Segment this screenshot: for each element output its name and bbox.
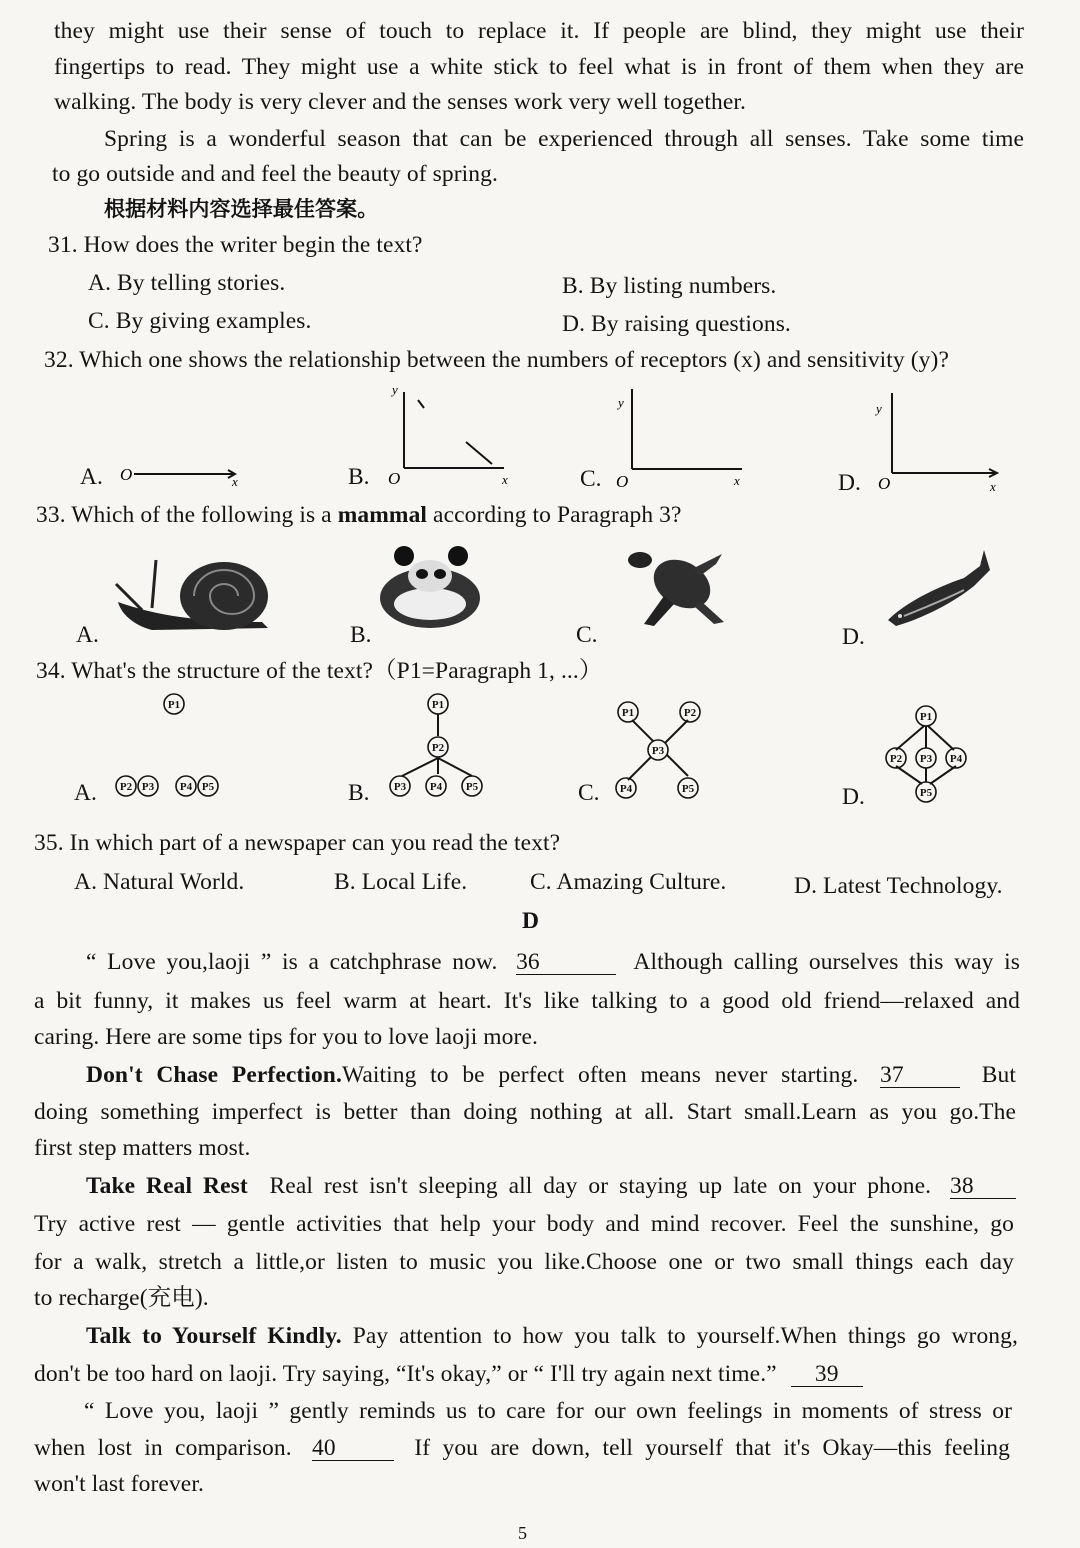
q32-b-origin: O bbox=[388, 469, 401, 488]
q32-d-y: y bbox=[876, 401, 882, 416]
passage-c-line-2: fingertips to read. They might use a white stick to feel what is in front of them when they are bbox=[54, 54, 1024, 80]
svg-text:P4: P4 bbox=[179, 781, 193, 793]
q31-option-b[interactable]: B. By listing numbers. bbox=[562, 273, 777, 299]
q32-label-c[interactable]: C. bbox=[580, 466, 602, 492]
passage-d-p1-line-3: caring. Here are some tips for you to love laoji more. bbox=[34, 1024, 538, 1050]
passage-d-p1-line-1: “ Love you,laoji ” is a catchphrase now. 36 Although calling ourselves this way is bbox=[86, 949, 1021, 975]
q35-option-a[interactable]: A. Natural World. bbox=[74, 869, 245, 895]
q32-c-origin: O bbox=[616, 472, 629, 491]
fish-image bbox=[884, 546, 996, 630]
q31-stem: 31. How does the writer begin the text? bbox=[48, 232, 423, 258]
q32-a-x: x bbox=[232, 474, 238, 489]
passage-d-p1-line-2: a bit funny, it makes us feel warm at heart. It's like talking to a good old friend—relaxed and bbox=[34, 988, 1020, 1014]
q33-label-d[interactable]: D. bbox=[842, 624, 865, 650]
q34-diagram-b bbox=[380, 688, 500, 800]
panda-image bbox=[374, 544, 486, 634]
q34-label-b[interactable]: B. bbox=[348, 780, 370, 806]
passage-d-p3-line-4: to recharge(充电). bbox=[34, 1285, 209, 1311]
passage-d-p2-line-3: first step matters most. bbox=[34, 1135, 251, 1161]
tip-heading-1: Don't Chase Perfection. bbox=[86, 1062, 342, 1088]
q32-label-b[interactable]: B. bbox=[348, 464, 370, 490]
passage-c-line-4: Spring is a wonderful season that can be experienced through all senses. Take some time bbox=[104, 126, 1024, 152]
q32-d-origin: O bbox=[878, 474, 891, 493]
q32-graph-d bbox=[872, 385, 1012, 495]
q32-b-x: x bbox=[502, 472, 508, 487]
svg-text:P2: P2 bbox=[683, 707, 697, 719]
q32-graph-a bbox=[118, 456, 248, 492]
q35-option-d[interactable]: D. Latest Technology. bbox=[794, 873, 1003, 899]
passage-d-p5-line-1: “ Love you, laoji ” gently reminds us to care for our own feelings in moments of stress or bbox=[84, 1398, 1012, 1424]
passage-d-p4-line-2: don't be too hard on laoji. Try saying, “It's okay,” or “ I'll try again next time.” 39 bbox=[34, 1359, 871, 1389]
passage-d-p3-line-3: for a walk, stretch a little,or listen to music you like.Choose one or two small things each day bbox=[34, 1249, 1014, 1275]
passage-d-p2-line-1: Don't Chase Perfection.Waiting to be perfect often means never starting. 37 But bbox=[86, 1062, 1017, 1088]
passage-d-p3-line-1: Take Real Rest Real rest isn't sleeping all day or staying up late on your phone. 38 bbox=[86, 1171, 1016, 1201]
svg-text:P3: P3 bbox=[651, 745, 665, 757]
q32-d-x: x bbox=[990, 479, 996, 494]
blank-37[interactable]: 37 bbox=[880, 1063, 960, 1088]
q34-diagram-d bbox=[876, 702, 980, 806]
passage-d-p5-line-3: won't last forever. bbox=[34, 1471, 204, 1497]
q32-c-x: x bbox=[734, 473, 740, 488]
svg-text:P3: P3 bbox=[141, 781, 155, 793]
blank-36[interactable]: 36 bbox=[516, 950, 616, 975]
q34-label-c[interactable]: C. bbox=[578, 780, 600, 806]
passage-c-line-5: to go outside and and feel the beauty of spring. bbox=[52, 161, 498, 187]
svg-text:P1: P1 bbox=[621, 707, 635, 719]
svg-text:P3: P3 bbox=[393, 781, 407, 793]
blank-38[interactable]: 38 bbox=[950, 1174, 1016, 1199]
q33-label-a[interactable]: A. bbox=[76, 622, 99, 648]
q32-graph-c bbox=[612, 385, 762, 495]
passage-d-p5-line-2: when lost in comparison. 40 If you are down, tell yourself that it's Okay—this feeling bbox=[34, 1435, 1010, 1461]
q35-option-c[interactable]: C. Amazing Culture. bbox=[530, 869, 727, 895]
svg-text:P5: P5 bbox=[919, 787, 933, 799]
svg-text:P5: P5 bbox=[681, 783, 695, 795]
q34-diagram-a bbox=[110, 690, 240, 800]
passage-d-p2-line-2: doing something imperfect is better than doing nothing at all. Start small.Learn as you go.The bbox=[34, 1099, 1016, 1125]
svg-text:P1: P1 bbox=[167, 699, 181, 711]
svg-text:P4: P4 bbox=[949, 753, 963, 765]
svg-text:P4: P4 bbox=[619, 783, 633, 795]
q34-stem: 34. What's the structure of the text?（P1=Paragraph 1, ...） bbox=[36, 658, 603, 684]
q34-label-d[interactable]: D. bbox=[842, 784, 865, 810]
q32-label-a[interactable]: A. bbox=[80, 464, 103, 490]
q33-label-b[interactable]: B. bbox=[350, 622, 372, 648]
q31-option-a[interactable]: A. By telling stories. bbox=[88, 270, 286, 296]
q32-a-origin: O bbox=[120, 465, 133, 484]
svg-text:P2: P2 bbox=[431, 742, 445, 754]
svg-text:P5: P5 bbox=[465, 781, 479, 793]
page-number: 5 bbox=[518, 1523, 528, 1543]
passage-c-line-3: walking. The body is very clever and the senses work very well together. bbox=[54, 89, 746, 115]
svg-text:P2: P2 bbox=[889, 753, 903, 765]
passage-c-line-1: they might use their sense of touch to replace it. If people are blind, they might use their bbox=[54, 18, 1024, 44]
passage-d-p3-line-2: Try active rest — gentle activities that help your body and mind recover. Feel the sunshine, go bbox=[34, 1211, 1014, 1237]
blank-39[interactable]: 39 bbox=[791, 1362, 863, 1387]
svg-text:P5: P5 bbox=[201, 781, 215, 793]
q32-stem: 32. Which one shows the relationship between the numbers of receptors (x) and sensitivity (y)? bbox=[44, 347, 949, 373]
passage-d-heading: D bbox=[522, 908, 540, 934]
q33-stem: 33. Which of the following is a mammal according to Paragraph 3? bbox=[36, 502, 682, 528]
snail-image bbox=[112, 556, 282, 636]
q34-label-a[interactable]: A. bbox=[74, 780, 97, 806]
svg-text:P1: P1 bbox=[431, 699, 445, 711]
svg-text:P4: P4 bbox=[429, 781, 443, 793]
svg-text:P2: P2 bbox=[119, 781, 133, 793]
tip-heading-3: Talk to Yourself Kindly. bbox=[86, 1323, 342, 1349]
q33-label-c[interactable]: C. bbox=[576, 622, 598, 648]
tip-heading-2: Take Real Rest bbox=[86, 1173, 248, 1199]
instruction: 根据材料内容选择最佳答案。 bbox=[104, 197, 379, 221]
q32-b-y: y bbox=[392, 382, 398, 397]
turtle-image bbox=[624, 546, 730, 630]
q31-option-c[interactable]: C. By giving examples. bbox=[88, 308, 312, 334]
q32-c-y: y bbox=[618, 395, 624, 410]
q35-option-b[interactable]: B. Local Life. bbox=[334, 869, 468, 895]
passage-d-p4-line-1: Talk to Yourself Kindly. Pay attention to how you talk to yourself.When things go wrong, bbox=[86, 1323, 1018, 1349]
q32-label-d[interactable]: D. bbox=[838, 470, 861, 496]
q35-stem: 35. In which part of a newspaper can you read the text? bbox=[34, 830, 561, 856]
q31-option-d[interactable]: D. By raising questions. bbox=[562, 311, 791, 337]
blank-40[interactable]: 40 bbox=[312, 1436, 394, 1461]
q34-diagram-c bbox=[610, 696, 710, 800]
q32-graph-b bbox=[384, 380, 524, 490]
svg-text:P3: P3 bbox=[919, 753, 933, 765]
svg-text:P1: P1 bbox=[919, 711, 933, 723]
